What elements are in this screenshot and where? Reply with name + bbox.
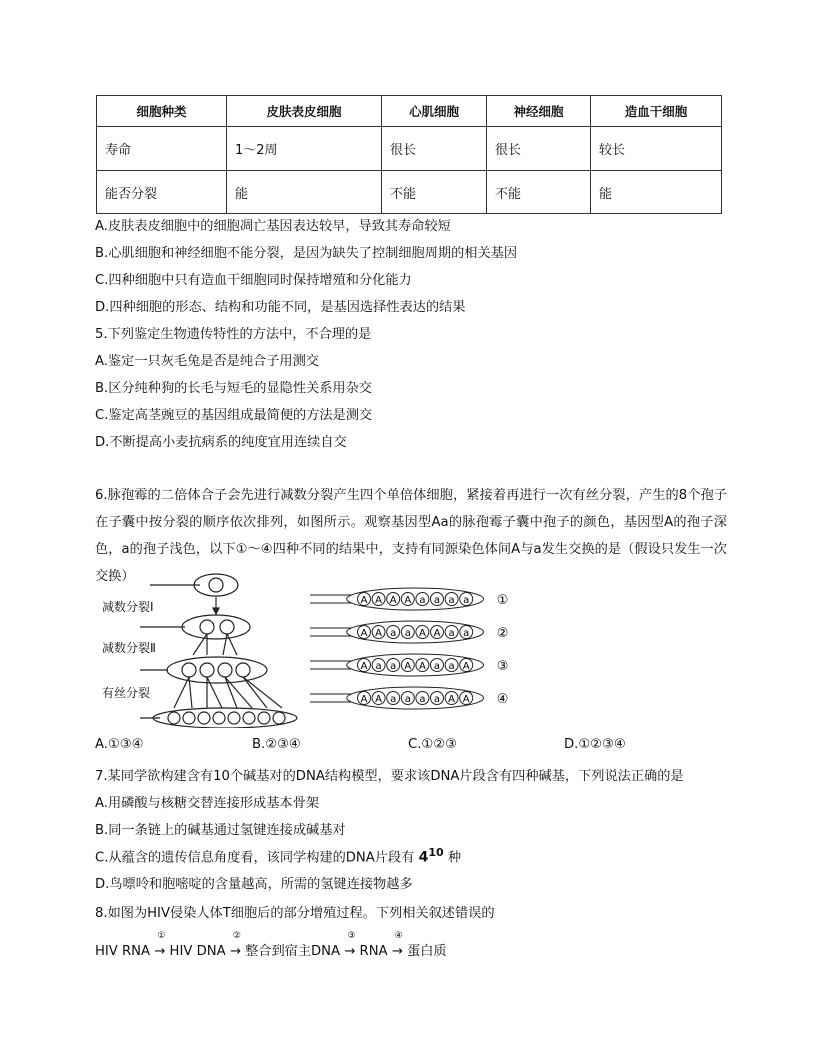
q6-stem: 6.脉孢霉的二倍体合子会先进行减数分裂产生四个单倍体细胞，紧接着再进行一次有丝分裂，产生的8个孢子在子囊中按分裂的顺序依次排列，如图所示。观察基因型Aa的脉孢霉子囊中孢子的颜色，基因型A的孢子深色，a的孢子浅色，以下①～④四种不同的结果中，支持有同源染色体间A与a发生交换的是（假设只发生一次交换）: [95, 488, 727, 584]
table-header: 细胞种类: [97, 96, 227, 127]
spore-label: A: [462, 694, 470, 705]
cell-table: [96, 95, 722, 214]
spore-label: A: [360, 595, 368, 606]
table-row: [97, 127, 722, 171]
q8-flow: [95, 931, 447, 959]
spore-label: A: [375, 595, 383, 606]
spore-label: a: [463, 595, 470, 606]
q7-option-c-base: 4: [418, 849, 429, 866]
asci-results: [310, 588, 508, 709]
q5-option-d: D.不断提高小麦抗病系的纯度宜用连续自交: [95, 435, 347, 450]
q8-stem: 8.如图为HIV侵染人体T细胞后的部分增殖过程。下列相关叙述错误的: [95, 906, 495, 921]
q7-option-c-unit: 种: [447, 850, 462, 866]
spore-label: a: [390, 694, 397, 705]
spore-label: A: [404, 595, 412, 606]
ascus-number: ④: [496, 692, 509, 707]
flow-arrow-2: ② →: [229, 931, 241, 959]
q5-option-c: C.鉴定高茎豌豆的基因组成最简便的方法是测交: [95, 408, 373, 423]
spore-label: a: [419, 595, 426, 606]
table-cell: 能否分裂: [97, 171, 227, 214]
q6-option-c: C.①②③: [408, 737, 457, 752]
table-cell: 寿命: [97, 127, 227, 171]
spore-label: a: [390, 628, 397, 639]
spore-label: A: [462, 661, 470, 672]
q7-option-c-text: C.从蕴含的遗传信息角度看，该同学构建的DNA片段有: [95, 850, 415, 866]
step-4: ④: [394, 931, 403, 941]
table-header: 神经细胞: [487, 96, 591, 127]
label-meiosis-1: 减数分裂Ⅰ: [102, 600, 154, 614]
spore-label: a: [404, 694, 411, 705]
step-1: ①: [157, 931, 166, 941]
spore-label: a: [433, 661, 441, 672]
spore-label: A: [375, 694, 383, 705]
ascus-number: ③: [496, 659, 509, 674]
q7-option-c: [95, 846, 461, 865]
step-2: ②: [232, 931, 241, 941]
ascus-number: ②: [496, 626, 509, 641]
spore-label: a: [390, 661, 397, 672]
spore-label: A: [360, 628, 368, 639]
ascus-figure: [90, 568, 520, 728]
spore-label: a: [375, 661, 382, 672]
spore-label: a: [433, 694, 441, 705]
spore-label: a: [419, 694, 426, 705]
table-cell: 很长: [382, 127, 487, 171]
q4-option-d: D.四种细胞的形态、结构和功能不同，是基因选择性表达的结果: [95, 300, 466, 315]
table-header: 造血干细胞: [591, 96, 722, 127]
q6-option-b: B.②③④: [252, 737, 301, 752]
table-cell: 不能: [382, 171, 487, 214]
q4-option-a: A.皮肤表皮细胞中的细胞凋亡基因表达较早，导致其寿命较短: [95, 219, 451, 234]
flow-protein: 蛋白质: [407, 944, 447, 959]
spore-label: A: [448, 694, 456, 705]
q7-option-c-exponent: 10: [428, 846, 444, 859]
q5-option-a: A.鉴定一只灰毛兔是否是纯合子用测交: [95, 354, 319, 369]
spore-label: a: [404, 628, 411, 639]
spore-label: A: [433, 628, 441, 639]
flow-arrow-3: ③ →: [344, 931, 356, 959]
table-row: [97, 171, 722, 214]
flow-hiv-rna: HIV RNA: [95, 944, 151, 959]
ascus-1: [310, 588, 508, 610]
spore-label: a: [448, 661, 455, 672]
flow-integrate: 整合到宿主DNA: [245, 944, 341, 959]
flow-arrow-1: ① →: [154, 931, 166, 959]
q5-stem: 5.下列鉴定生物遗传特性的方法中，不合理的是: [95, 327, 372, 342]
q7-option-a: A.用磷酸与核糖交替连接形成基本骨架: [95, 796, 319, 811]
spore-label: a: [448, 595, 455, 606]
ascus-2: [310, 621, 508, 643]
ascus-4: [310, 687, 508, 709]
flow-rna: RNA: [359, 944, 388, 959]
table-cell: 不能: [487, 171, 591, 214]
table-header: 皮肤表皮细胞: [227, 96, 382, 127]
q5-option-b: B.区分纯种狗的长毛与短毛的显隐性关系用杂交: [95, 381, 372, 396]
spore-label: a: [448, 628, 455, 639]
spore-label: A: [418, 661, 426, 672]
table-header: 心肌细胞: [382, 96, 487, 127]
q7-stem: 7.某同学欲构建含有10个碱基对的DNA结构模型，要求该DNA片段含有四种碱基，下列说法正确的是: [95, 769, 684, 784]
table-cell: 能: [227, 171, 382, 214]
spore-label: A: [389, 595, 397, 606]
ascus-number: ①: [496, 593, 509, 608]
spore-label: A: [360, 694, 368, 705]
table-cell: 1～2周: [227, 127, 382, 171]
label-meiosis-2: 减数分裂Ⅱ: [102, 641, 156, 655]
spore-label: A: [418, 628, 426, 639]
label-mitosis: 有丝分裂: [102, 686, 151, 700]
q4-option-c: C.四种细胞中只有造血干细胞同时保持增殖和分化能力: [95, 273, 412, 288]
q4-option-b: B.心肌细胞和神经细胞不能分裂，是因为缺失了控制细胞周期的相关基因: [95, 246, 518, 261]
q7-option-d: D.鸟嘌呤和胞嘧啶的含量越高，所需的氢键连接物越多: [95, 877, 413, 892]
spore-label: A: [375, 628, 383, 639]
flow-hiv-dna: HIV DNA: [169, 944, 226, 959]
table-header-row: [97, 96, 722, 127]
q7-option-b: B.同一条链上的碱基通过氢键连接成碱基对: [95, 823, 346, 838]
ascus-3: [310, 654, 508, 676]
table-cell: 很长: [487, 127, 591, 171]
spore-label: a: [463, 628, 470, 639]
spore-label: A: [404, 661, 412, 672]
table-cell: 能: [591, 171, 722, 214]
spore-label: a: [433, 595, 441, 606]
q6-option-d: D.①②③④: [564, 737, 626, 752]
spore-label: A: [360, 661, 368, 672]
step-3: ③: [347, 931, 356, 941]
flow-arrow-4: ④ →: [391, 931, 403, 959]
q6-option-a: A.①③④: [95, 737, 144, 752]
table-cell: 较长: [591, 127, 722, 171]
